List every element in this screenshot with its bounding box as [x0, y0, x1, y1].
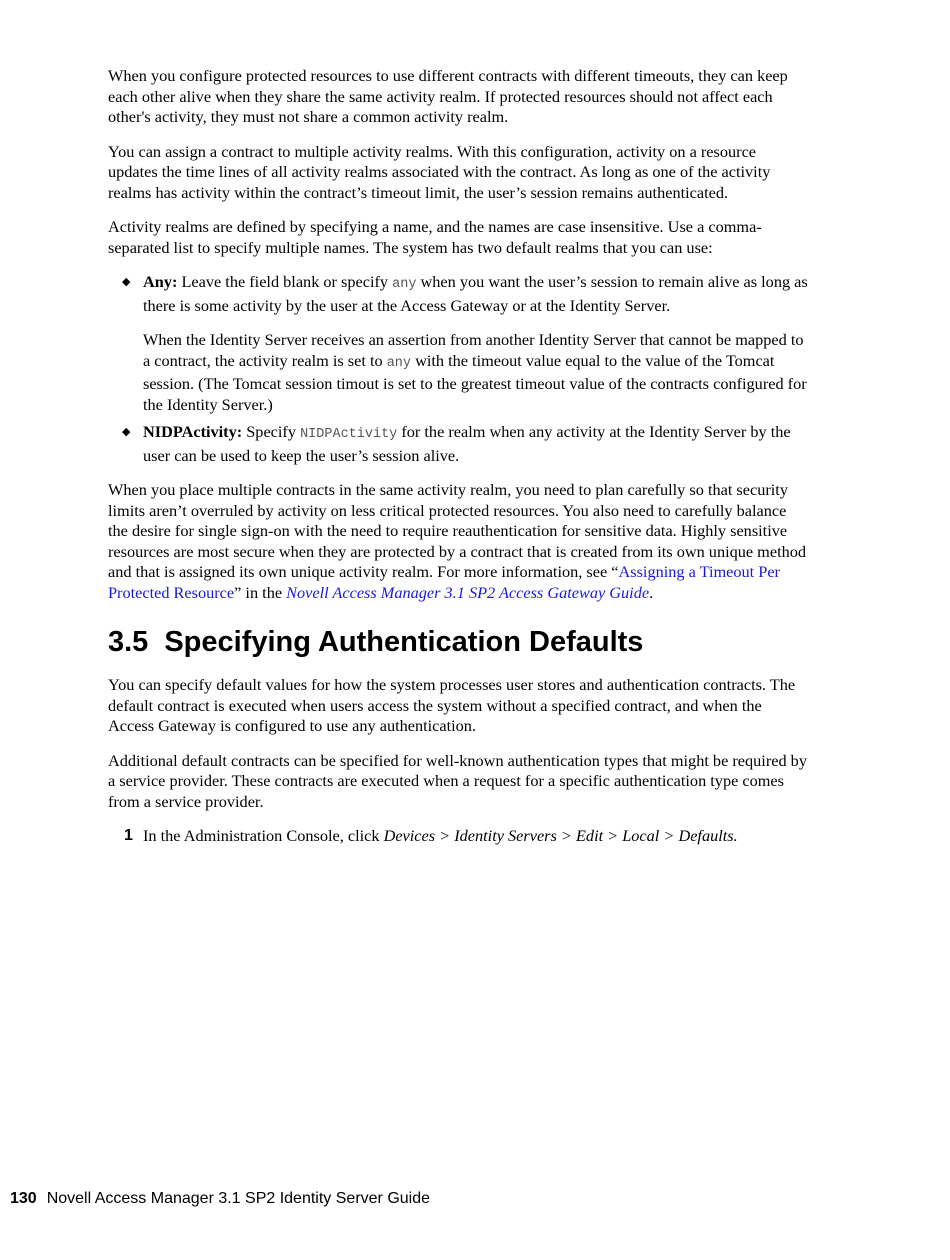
section-number: 3.5 [108, 626, 149, 658]
section-heading [108, 625, 808, 659]
any-description [143, 272, 808, 316]
page-footer [10, 1189, 430, 1209]
section-title: Specifying Authentication Defaults [164, 626, 644, 658]
nidp-text-after: for the realm when any activity at the Identity Server by the user can be used to keep the user’s session alive. [143, 422, 791, 465]
diamond-bullet-icon: ◆ [122, 426, 131, 438]
any-sub-after: with the timeout value equal to the value of the Tomcat session. (The Tomcat session timout is set to the greatest timeout value of the contracts configured for the Identity Server.) [143, 350, 807, 414]
step-item [108, 826, 808, 847]
any-term: Any: [143, 272, 178, 291]
any-text-after: when you want the user’s session to remain alive as long as there is some activity by the user at the Access Gateway or at the Identity Server. [143, 272, 808, 315]
link-assigning-timeout[interactable]: Assigning a Timeout Per Protected Resource [108, 562, 780, 602]
step-text: In the Administration Console, click [143, 826, 380, 845]
page-body [108, 66, 808, 847]
nidp-code: NIDPActivity [300, 427, 398, 442]
footer-title: Novell Access Manager 3.1 SP2 Identity Server Guide [46, 1190, 431, 1207]
paragraph-realm-names: Activity realms are defined by specifying a name, and the names are case insensitive. Use a comma-separated list to specify multiple names. The system has two default realms that you can use: [108, 217, 762, 257]
paragraph-multiple-realms: You can assign a contract to multiple activity realms. With this configuration, activity on a resource updates the time lines of all activity realms associated with the contract. As long as one of the activity realms has activity within the contract’s timeout limit, the user’s session remains authenticated. [108, 141, 771, 202]
any-sub-before: When the Identity Server receives an assertion from another Identity Server that cannot be mapped to a contract, the activity realm is set to [143, 330, 804, 370]
any-subparagraph [143, 330, 808, 415]
any-code: any [392, 277, 417, 292]
nidp-description [143, 422, 808, 466]
any-text-before: Leave the field blank or specify [181, 272, 389, 291]
planning-mid: ” in the [234, 582, 283, 602]
default-realms-list [108, 272, 808, 466]
paragraph-additional-defaults: Additional default contracts can be specified for well-known authentication types that might be required by a service provider. These contracts are executed when a request for a specific authentication type comes from a service provider. [108, 750, 807, 811]
nidp-term: NIDPActivity: [143, 422, 243, 441]
planning-end: . [649, 582, 654, 602]
paragraph-defaults-intro: You can specify default values for how the system processes user stores and authentication contracts. The default contract is executed when users access the system without a specified contract, and when the Access Gateway is configured to use any authentication. [108, 675, 796, 735]
step-number: 1 [124, 827, 133, 844]
list-item-nidpactivity [108, 422, 808, 466]
planning-text: When you place multiple contracts in the same activity realm, you need to plan carefully so that security limits aren’t overruled by activity on less critical protected resources. You also need to carefully balance the desire for single sign-on with the need to require reauthentication for sensitive data. Highly sensitive resources are most secure when they are protected by a contract that is created from its own unique method and that is assigned its own unique activity realm. For more information, see “ [108, 480, 807, 581]
link-access-gateway-guide[interactable]: Novell Access Manager 3.1 SP2 Access Gateway Guide [286, 582, 650, 602]
procedure-steps [108, 826, 808, 847]
step-menu-path: Devices > Identity Servers > Edit > Local > Defaults. [383, 826, 738, 845]
nidp-text-before: Specify [246, 422, 296, 441]
paragraph-planning [108, 480, 808, 603]
paragraph-shared-realm: When you configure protected resources to use different contracts with different timeouts, they can keep each other alive when they share the same activity realm. If protected resources should not affect each other's activity, they must not share a common activity realm. [108, 66, 788, 126]
diamond-bullet-icon: ◆ [122, 276, 131, 288]
any-sub-code: any [386, 355, 411, 371]
page-number: 130 [10, 1190, 37, 1207]
list-item-any [108, 272, 808, 415]
